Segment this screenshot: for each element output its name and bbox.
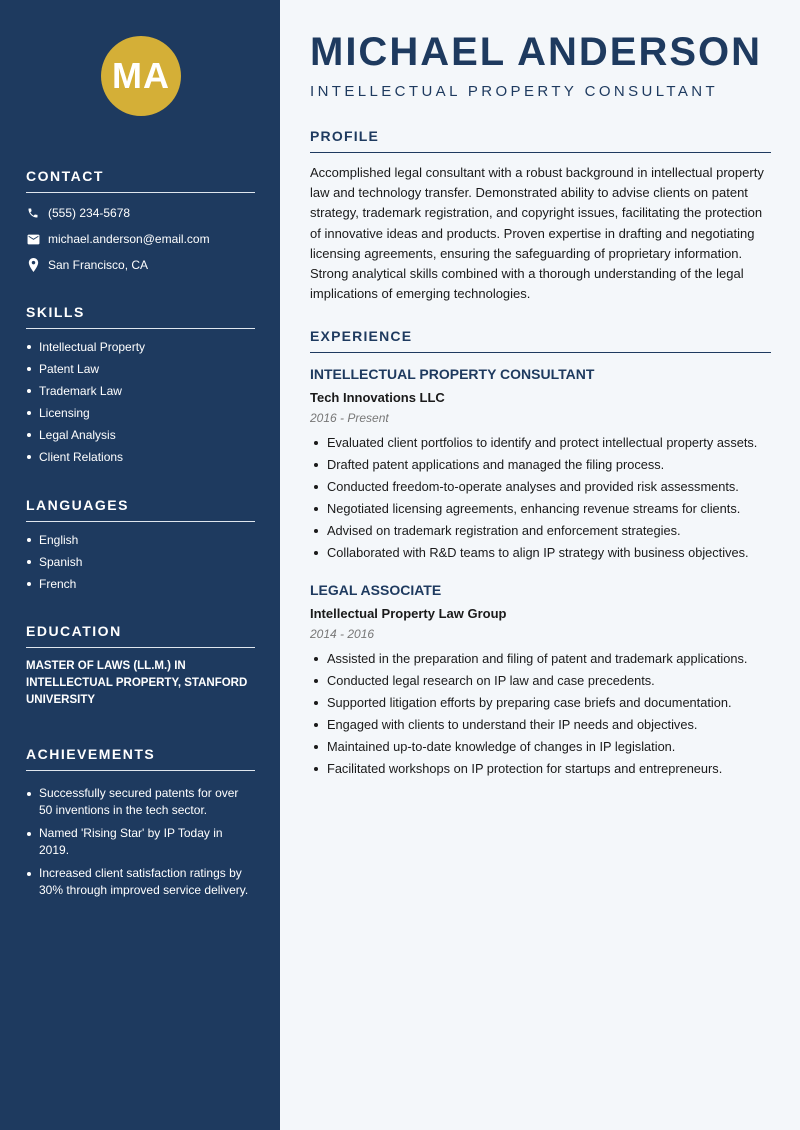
- job-bullet: Facilitated workshops on IP protection for startups and entrepreneurs.: [310, 761, 771, 777]
- contact-phone-text: (555) 234-5678: [48, 206, 131, 220]
- achievement-item: Successfully secured patents for over 50 inventions in the tech sector.: [26, 785, 255, 819]
- map-pin-icon: [26, 258, 40, 272]
- contact-phone[interactable]: [26, 205, 255, 221]
- profile-heading: PROFILE: [310, 128, 771, 153]
- education-heading: EDUCATION: [26, 623, 255, 648]
- language-item: English: [26, 532, 255, 548]
- phone-icon: [26, 206, 40, 220]
- full-name: MICHAEL ANDERSON: [310, 30, 763, 74]
- job-bullets: [310, 435, 771, 561]
- job-dates: 2016 - Present: [310, 411, 389, 425]
- sidebar: [0, 0, 280, 1130]
- skill-item: Patent Law: [26, 361, 255, 377]
- contact-location-text: San Francisco, CA: [48, 258, 149, 272]
- achievements-heading: ACHIEVEMENTS: [26, 746, 255, 771]
- job-bullet: Engaged with clients to understand their IP needs and objectives.: [310, 717, 771, 733]
- education-section: [26, 623, 255, 709]
- contact-heading: CONTACT: [26, 168, 255, 193]
- achievements-section: [26, 746, 255, 905]
- job-bullet: Supported litigation efforts by preparing case briefs and documentation.: [310, 695, 771, 711]
- job-bullet: Assisted in the preparation and filing of patent and trademark applications.: [310, 651, 771, 667]
- avatar-initials: MA: [101, 36, 181, 116]
- profile-section: [310, 128, 771, 304]
- achievements-list: [26, 785, 255, 899]
- job-bullet: Negotiated licensing agreements, enhancing revenue streams for clients.: [310, 501, 771, 517]
- job-dates: 2014 - 2016: [310, 627, 375, 641]
- achievement-item: Increased client satisfaction ratings by 30% through improved service delivery.: [26, 865, 255, 899]
- profile-text: Accomplished legal consultant with a robust background in intellectual property law and technology transfer. Demonstrated ability to advise clients on patent strategy, trademark registration, and copyright issues, facilitating the protection of innovative ideas and products. Proven expertise in drafting and negotiating licensing agreements, ensuring the safeguarding of proprietary information. Strong analytical skills combined with a thorough understanding of the legal implications of emerging technologies.: [310, 165, 764, 302]
- skill-item: Trademark Law: [26, 383, 255, 399]
- skills-heading: SKILLS: [26, 304, 255, 329]
- job-bullet: Maintained up-to-date knowledge of changes in IP legislation.: [310, 739, 771, 755]
- skills-list: [26, 339, 255, 465]
- headline-title: INTELLECTUAL PROPERTY CONSULTANT: [310, 83, 719, 100]
- languages-heading: LANGUAGES: [26, 497, 255, 522]
- language-item: French: [26, 576, 255, 592]
- job-company: Tech Innovations LLC: [310, 390, 445, 405]
- skill-item: Legal Analysis: [26, 427, 255, 443]
- job-bullet: Drafted patent applications and managed the filing process.: [310, 457, 771, 473]
- achievement-item: Named 'Rising Star' by IP Today in 2019.: [26, 825, 255, 859]
- skill-item: Licensing: [26, 405, 255, 421]
- skill-item: Intellectual Property: [26, 339, 255, 355]
- job-bullets: [310, 651, 771, 777]
- skills-section: [26, 304, 255, 471]
- job-bullet: Conducted legal research on IP law and case precedents.: [310, 673, 771, 689]
- job-entry: [310, 582, 771, 784]
- languages-list: [26, 532, 255, 592]
- contact-email[interactable]: [26, 231, 255, 247]
- contact-email-text: michael.anderson@email.com: [48, 232, 210, 246]
- job-role: INTELLECTUAL PROPERTY CONSULTANT: [310, 366, 595, 382]
- job-company: Intellectual Property Law Group: [310, 606, 507, 621]
- job-entry: [310, 366, 771, 568]
- job-bullet: Conducted freedom-to-operate analyses and provided risk assessments.: [310, 479, 771, 495]
- contact-section: [26, 168, 255, 273]
- experience-heading: EXPERIENCE: [310, 328, 771, 353]
- skill-item: Client Relations: [26, 449, 255, 465]
- job-bullet: Collaborated with R&D teams to align IP strategy with business objectives.: [310, 545, 771, 561]
- job-bullet: Advised on trademark registration and enforcement strategies.: [310, 523, 771, 539]
- job-role: LEGAL ASSOCIATE: [310, 582, 442, 598]
- envelope-icon: [26, 232, 40, 246]
- language-item: Spanish: [26, 554, 255, 570]
- job-bullet: Evaluated client portfolios to identify and protect intellectual property assets.: [310, 435, 771, 451]
- languages-section: [26, 497, 255, 598]
- education-degree: MASTER OF LAWS (LL.M.) IN INTELLECTUAL PROPERTY, STANFORD UNIVERSITY: [26, 660, 248, 706]
- experience-section: [310, 328, 771, 353]
- contact-location: [26, 257, 255, 273]
